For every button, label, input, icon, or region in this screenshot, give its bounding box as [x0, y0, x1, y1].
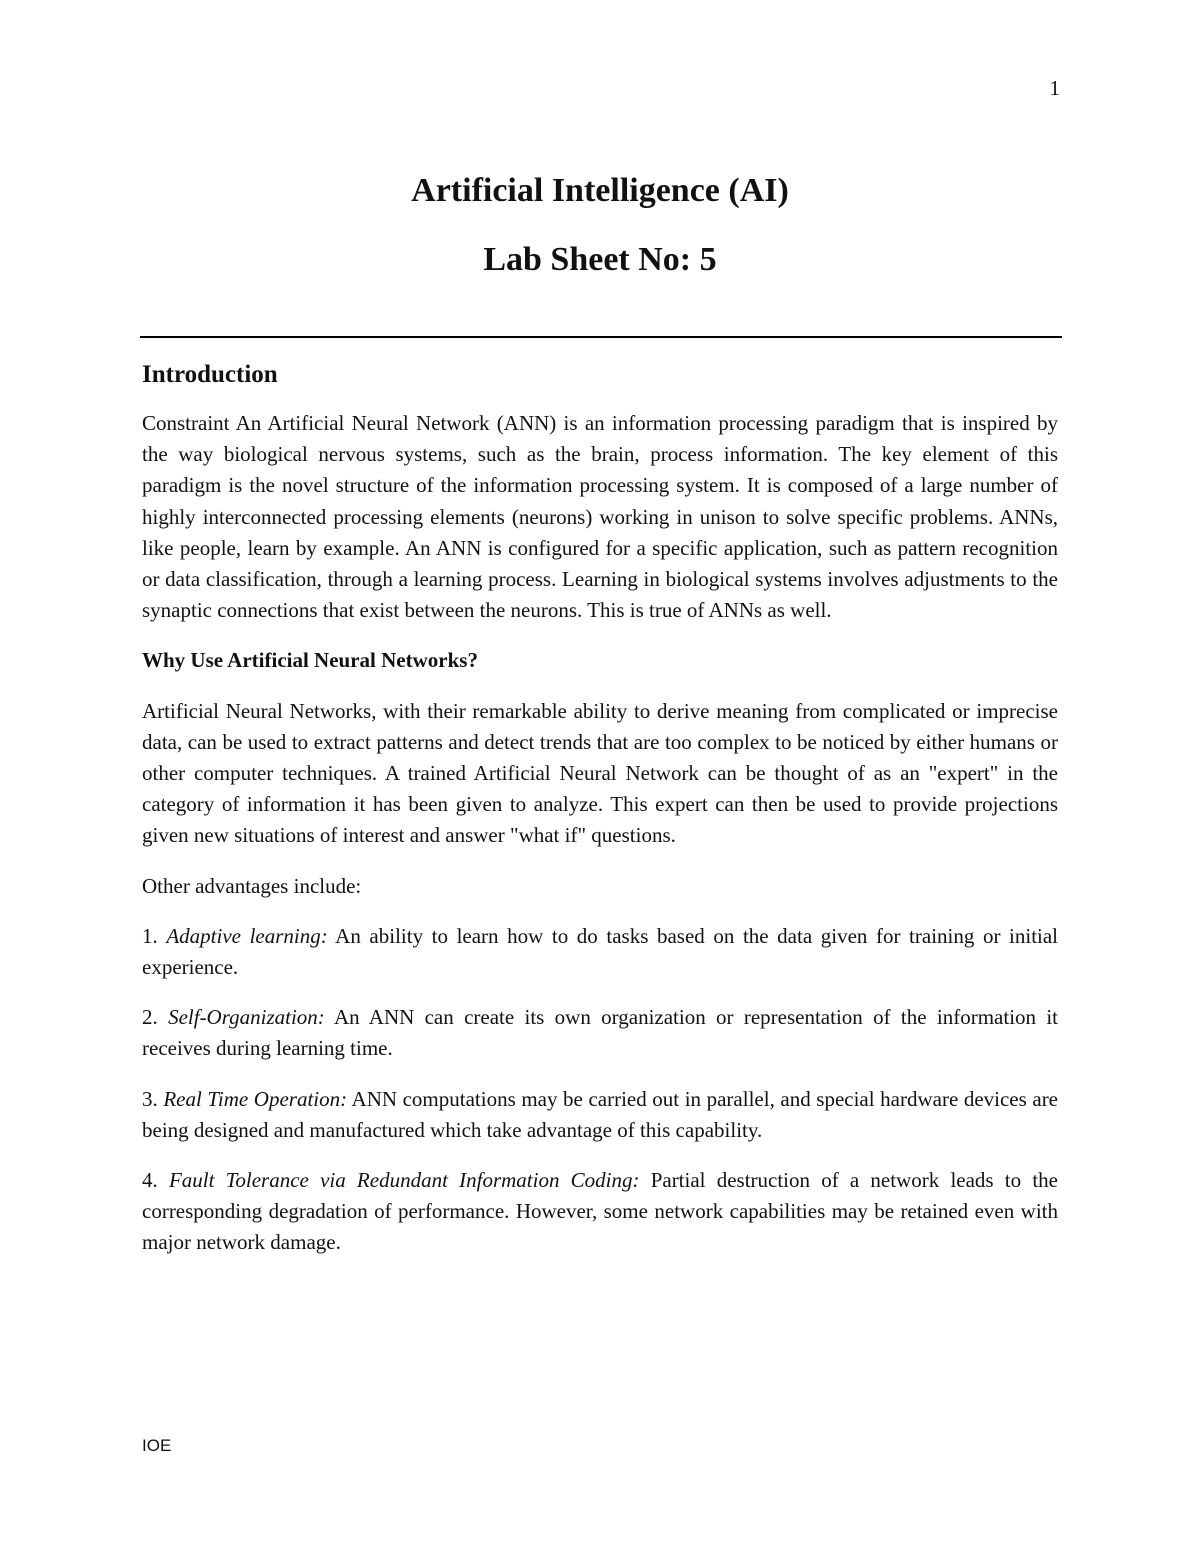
- advantage-text: An ability to learn how to do tasks based on the data given for training or initial experience.: [142, 923, 1059, 980]
- introduction-paragraph: Constraint An Artificial Neural Network (ANN) is an information processing paradigm that is inspired by the way biological nervous systems, such as the brain, process information. The key element of this paradigm is the novel structure of the information processing system. It is composed of a large number of highly interconnected processing elements (neurons) working in unison to solve specific problems. ANNs, like people, learn by example. An ANN is configured for a specific application, such as pattern recognition or data classification, through a learning process. Learning in biological systems involves adjustments to the synaptic connections that exist between the neurons. This is true of ANNs as well.: [142, 411, 1058, 623]
- advantage-item: [142, 1002, 1058, 1064]
- title-divider: [140, 336, 1062, 338]
- advantage-text: An ANN can create its own organization or representation of the information it receives during learning time.: [142, 1005, 1059, 1061]
- page-number: 1: [1049, 76, 1060, 100]
- why-use-heading: Why Use Artificial Neural Networks?: [142, 648, 478, 673]
- footer-label: IOE: [142, 1436, 172, 1455]
- advantage-term: Real Time Operation:: [163, 1086, 348, 1111]
- advantage-term: Self-Organization:: [168, 1005, 325, 1030]
- advantage-number: 3.: [142, 1086, 158, 1111]
- document-title: Artificial Intelligence (AI): [411, 172, 789, 209]
- advantage-text: ANN computations may be carried out in parallel, and special hardware devices are being designed and manufactured which take advantage of this capability.: [142, 1086, 1059, 1142]
- advantage-number: 1.: [142, 923, 158, 948]
- advantage-item: [142, 921, 1058, 983]
- advantage-term: Adaptive learning:: [166, 923, 328, 948]
- advantage-item: [142, 1165, 1058, 1259]
- advantages-intro: Other advantages include:: [142, 873, 362, 898]
- advantage-number: 4.: [142, 1168, 158, 1193]
- document-body: [142, 358, 1058, 1278]
- why-use-paragraph: Artificial Neural Networks, with their remarkable ability to derive meaning from complicated or imprecise data, can be used to extract patterns and detect trends that are too complex to be noticed by either humans or other computer techniques. A trained Artificial Neural Network can be thought of as an "expert" in the category of information it has been given to analyze. This expert can then be used to provide projections given new situations of interest and answer "what if" questions.: [142, 698, 1058, 848]
- document-subtitle: Lab Sheet No: 5: [483, 241, 717, 278]
- advantage-text: Partial destruction of a network leads to the corresponding degradation of performance. However, some network capabilities may be retained even with major network damage.: [142, 1168, 1058, 1255]
- advantage-number: 2.: [142, 1005, 158, 1030]
- advantage-term: Fault Tolerance via Redundant Information Coding:: [168, 1168, 640, 1193]
- introduction-heading: Introduction: [142, 361, 278, 388]
- advantage-item: [142, 1084, 1058, 1146]
